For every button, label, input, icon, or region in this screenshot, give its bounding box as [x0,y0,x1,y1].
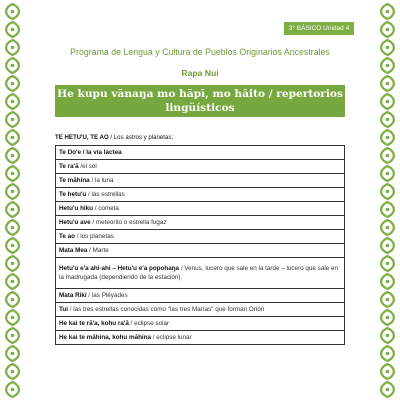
rapanui-term: Te ra'ā [59,163,79,170]
table-row [56,146,345,160]
spanish-translation: / las tres estrellas conocidas como "las tres Marías" que forman Orión [69,306,265,313]
vocabulary-cell [56,216,345,230]
vocabulary-cell [56,258,345,289]
culture-name: Rapa Nui [181,68,219,78]
table-row [56,303,345,317]
vocabulary-cell [56,331,345,345]
section-heading: TE HETU'U, TE AO / Los astros y planetas: [55,134,174,141]
spanish-translation: / las estrellas [88,191,125,198]
vocabulary-table [55,145,345,345]
rapanui-term: Te māhina [59,177,90,184]
table-row [56,230,345,244]
pattern-border-icon [377,0,398,400]
spanish-translation: / los planetas [76,233,114,240]
rapanui-term: Mata Mea [59,247,88,254]
rapanui-term: Mata Riki [59,292,87,299]
section-subtitle: Los astros y planetas: [113,134,174,141]
rapanui-term: Te ao [59,233,75,240]
table-row [56,174,345,188]
vocabulary-cell [56,188,345,202]
spanish-translation: / Venus, lucero que sale en la tarde – lucero que sale en la madrugada (dependiendo de la estación). [59,265,338,281]
table-row [56,289,345,303]
program-title: Programa de Lengua y Cultura de Pueblos Originarios Ancestrales [70,47,330,57]
table-row [56,188,345,202]
section-title: TE HETU'U, TE AO [55,134,109,141]
vocabulary-cell [56,146,345,160]
rapanui-term: Te Ŋo'e / la vía láctea [59,149,122,156]
page-title: He kupu vānaŋa mo hāpī, mo hāito / repertorios lingüísticos [57,88,343,114]
rapanui-term: He kai te rā'a, kohu ra'ā [59,320,129,327]
vocabulary-cell [56,174,345,188]
vocabulary-cell [56,289,345,303]
spanish-translation: / las Pléyades [88,292,128,299]
vocabulary-cell [56,202,345,216]
table-row [56,317,345,331]
spanish-translation: / eclipse solar [130,320,170,327]
vocabulary-cell [56,317,345,331]
rapanui-term: Te hetu'u [59,191,87,198]
vocabulary-cell [56,160,345,174]
table-row [56,331,345,345]
page-title-banner [55,85,345,117]
table-row [56,258,345,289]
spanish-translation: /el sol [80,163,97,170]
vocabulary-cell [56,230,345,244]
decorative-border-right [377,0,398,400]
spanish-translation: / meteorito o estrella fugaz [92,219,167,226]
spanish-translation: / Marte [89,247,109,254]
spanish-translation: / la luna [91,177,114,184]
rapanui-term: He kai te māhina, kohu māhina [59,334,152,341]
rapanui-term: Tui [59,306,68,313]
pattern-border-icon [2,0,23,400]
table-row [56,244,345,258]
spanish-translation: / cometa [94,205,119,212]
rapanui-term: Hetu'u ave [59,219,91,226]
vocabulary-cell [56,303,345,317]
vocabulary-cell [56,244,345,258]
spanish-translation: / eclipse lunar [152,334,192,341]
decorative-border-left [2,0,23,400]
table-row [56,216,345,230]
grade-unit-badge: 3° BÁSICO Unidad 4 [284,22,354,35]
rapanui-term: Hetu'u e'a ahi-ahi – Hetu'u e'a popohaŋa [59,265,180,272]
table-row [56,160,345,174]
rapanui-term: Hetu'u hiku [59,205,94,212]
table-row [56,202,345,216]
